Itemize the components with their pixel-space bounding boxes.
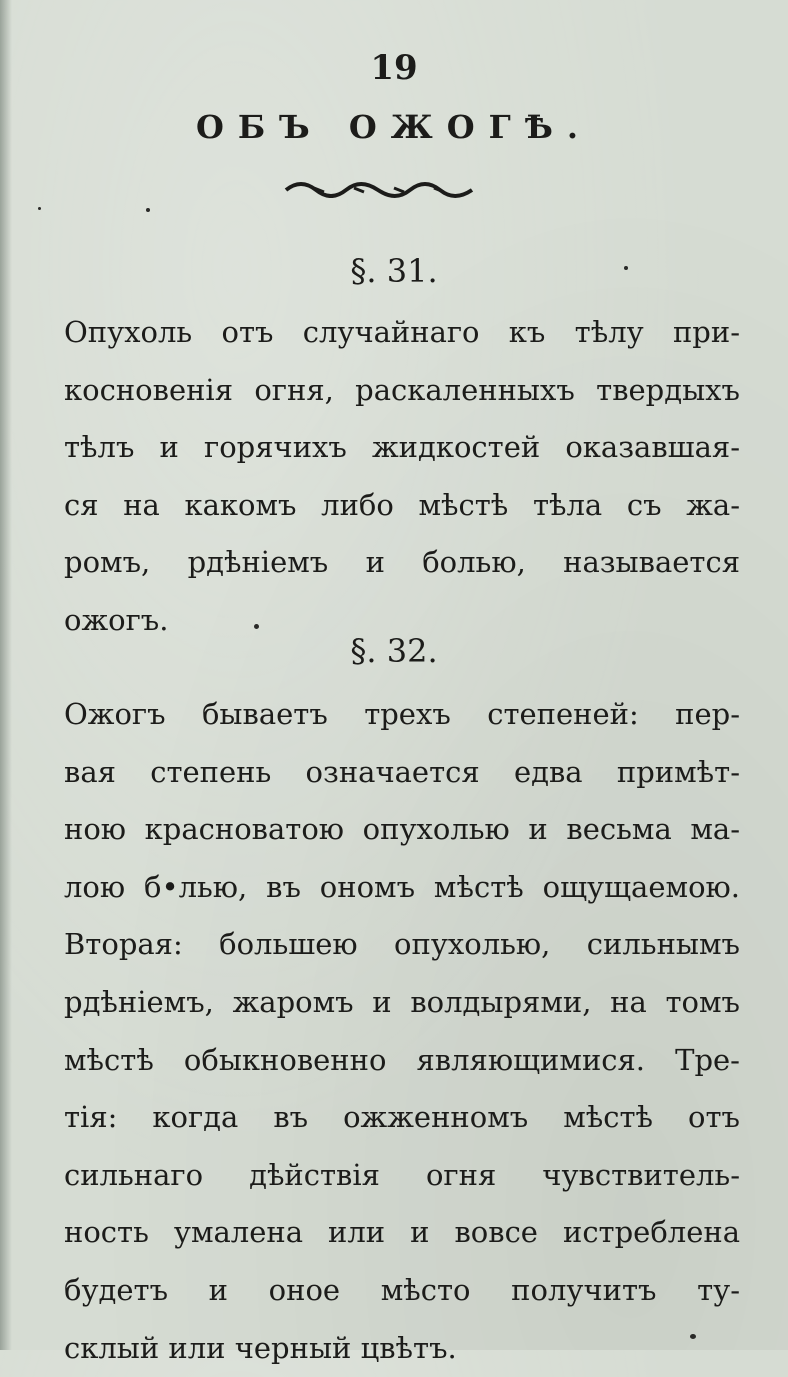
text-line: ся на какомъ либо мѣстѣ тѣла съ жа- bbox=[64, 487, 740, 522]
section-mark-31: §. 31. bbox=[350, 252, 438, 290]
text-line: Ожогъ бываетъ трехъ степеней: пер- bbox=[64, 697, 740, 731]
paper-speck bbox=[254, 624, 259, 629]
paper-speck bbox=[38, 207, 41, 210]
text-line: ность умалена или и вовсе истреблена bbox=[64, 1215, 740, 1250]
page-number: 19 bbox=[370, 48, 418, 88]
paper-speck bbox=[146, 208, 150, 212]
text-line: Опухоль отъ случайнаго къ тѣлу при- bbox=[64, 315, 740, 349]
ornament-divider bbox=[284, 178, 474, 198]
paragraph-32 bbox=[64, 686, 740, 1377]
section-mark-32: §. 32. bbox=[350, 632, 438, 670]
text-line: сильнаго дѣйствія огня чувствитель- bbox=[64, 1157, 740, 1192]
text-line: мѣстѣ обыкновенно являющимися. Тре- bbox=[64, 1042, 740, 1077]
text-line: косновенія огня, раскаленныхъ твердыхъ bbox=[64, 372, 740, 407]
page-edge-shadow bbox=[0, 0, 12, 1350]
text-line: лою б•лью, въ ономъ мѣстѣ ощущаемою. bbox=[64, 869, 740, 904]
text-line: ромъ, рдѣніемъ и болью, называется bbox=[64, 545, 740, 580]
text-line: рдѣніемъ, жаромъ и волдырями, на томъ bbox=[64, 984, 740, 1019]
text-line: ожогъ. bbox=[64, 602, 169, 637]
text-line: тія: когда въ ожженномъ мѣстѣ отъ bbox=[64, 1100, 740, 1135]
paper-speck bbox=[690, 1334, 696, 1339]
paper-speck bbox=[624, 266, 628, 270]
chapter-heading: ОБЪ ОЖОГѢ. bbox=[195, 108, 593, 146]
text-line: Вторая: большею опухолью, сильнымъ bbox=[64, 927, 740, 962]
paragraph-31 bbox=[64, 304, 740, 650]
text-line: тѣлъ и горячихъ жидкостей оказавшая- bbox=[64, 430, 740, 465]
text-line: вая степень означается едва примѣт- bbox=[64, 754, 740, 789]
text-line: ною красноватою опухолью и весьма ма- bbox=[64, 812, 740, 847]
text-line: склый или черный цвѣтъ. bbox=[64, 1330, 457, 1365]
text-line: будетъ и оное мѣсто получитъ ту- bbox=[64, 1272, 740, 1307]
